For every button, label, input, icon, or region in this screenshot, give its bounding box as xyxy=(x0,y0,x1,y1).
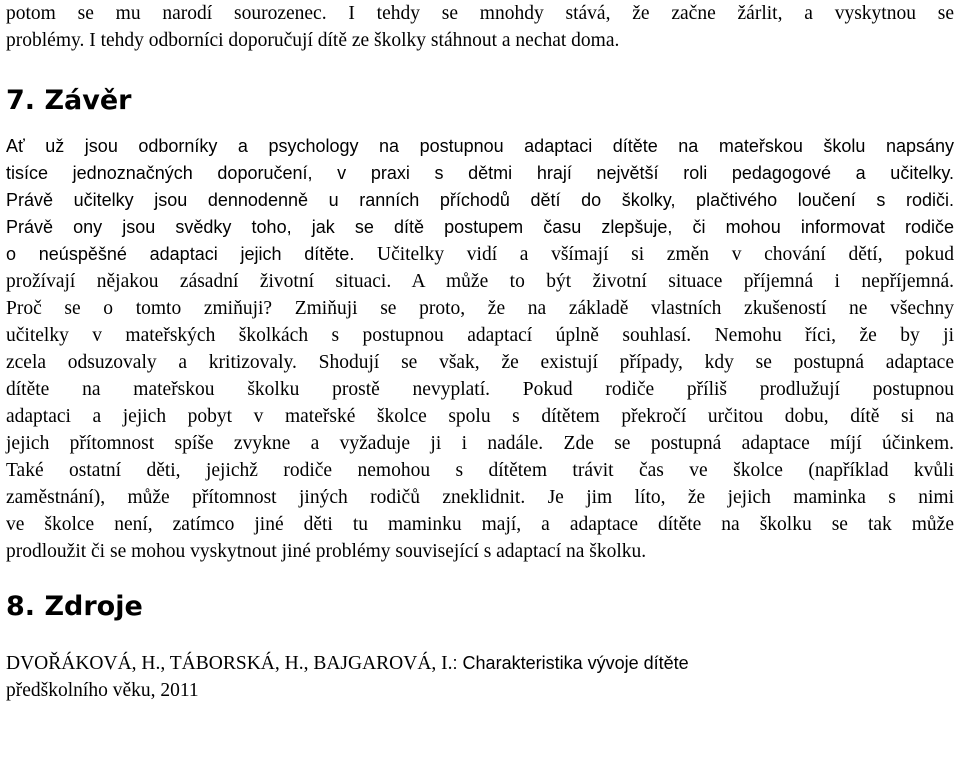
document-page xyxy=(6,0,954,704)
paragraph-line: Ať už jsou odborníky a psychology na postupnou adaptaci dítěte na mateřskou školu napsány xyxy=(6,136,954,156)
section-heading-sources: 8. Zdroje xyxy=(6,591,143,622)
reference-authors: DVOŘÁKOVÁ, H., TÁBORSKÁ, H., BAJGAROVÁ, I. xyxy=(6,653,453,674)
conclusion-paragraph xyxy=(6,133,954,565)
paragraph-line: adaptaci a jejich pobyt v mateřské školce spolu s dítětem překročí určitou dobu, dítě si na xyxy=(6,406,954,427)
paragraph-line: Právě ony jsou svědky toho, jak se dítě postupem času zlepšuje, či mohou informovat rodiče xyxy=(6,217,954,237)
paragraph-line: jejich přítomnost spíše zvykne a vyžaduje ji i nadále. Zde se postupná adaptace míjí účinkem. xyxy=(6,433,954,454)
paragraph-line: Proč se o tomto zmiňuji? Zmiňuji se proto, že na základě vlastních zkušeností ne všechny xyxy=(6,298,954,319)
paragraph-line: dítěte na mateřskou školku prostě nevyplatí. Pokud rodiče příliš prodlužují postupnou xyxy=(6,379,954,400)
reference-line-2: předškolního věku, 2011 xyxy=(6,680,199,701)
reference-title: : Charakteristika vývoje dítěte xyxy=(452,653,689,673)
paragraph-line-last: prodloužit či se mohou vyskytnout jiné problémy související s adaptací na školku. xyxy=(6,541,647,562)
paragraph-line: zcela odsuzovaly a kritizovaly. Shodují se však, že existují případy, kdy se postupná adaptace xyxy=(6,352,954,373)
paragraph-line: tisíce jednoznačných doporučení, v praxi s dětmi hrají největší roli pedagogové a učitelky. xyxy=(6,163,954,183)
section-heading-conclusion: 7. Závěr xyxy=(6,85,132,116)
paragraph-line-sans-part: o neúspěšné adaptaci jejich dítěte. xyxy=(6,244,355,264)
paragraph-line: učitelky v mateřských školkách s postupnou adaptací úplně souhlasí. Nemohu říci, že by ji xyxy=(6,325,954,346)
paragraph-line-mixed xyxy=(6,241,954,268)
paragraph-line: ve školce není, zatímco jiné děti tu maminku mají, a adaptace dítěte na školku se tak může xyxy=(6,514,954,535)
paragraph-line: Také ostatní děti, jejichž rodiče nemohou s dítětem trávit čas ve školce (například kvůli xyxy=(6,460,954,481)
intro-line-1: potom se mu narodí sourozenec. I tehdy se mnohdy stává, že začne žárlit, a vyskytnou se xyxy=(6,3,954,24)
intro-line-2: problémy. I tehdy odborníci doporučují dítě ze školky stáhnout a nechat doma. xyxy=(6,30,620,51)
paragraph-line-serif-part: Učitelky vidí a všímají si změn v chování dětí, pokud xyxy=(354,244,954,265)
paragraph-line: Právě učitelky jsou dennodenně u ranních příchodů dětí do školky, plačtivého loučení s rodiči. xyxy=(6,190,954,210)
reference-line-1 xyxy=(6,650,954,677)
paragraph-line: zaměstnání), může přítomnost jiných rodičů zneklidnit. Je jim líto, že jejich maminka s nimi xyxy=(6,487,954,508)
reference-entry xyxy=(6,650,954,704)
paragraph-line: prožívají nějakou zásadní životní situaci. A může to být životní situace příjemná i nepříjemná. xyxy=(6,271,954,292)
